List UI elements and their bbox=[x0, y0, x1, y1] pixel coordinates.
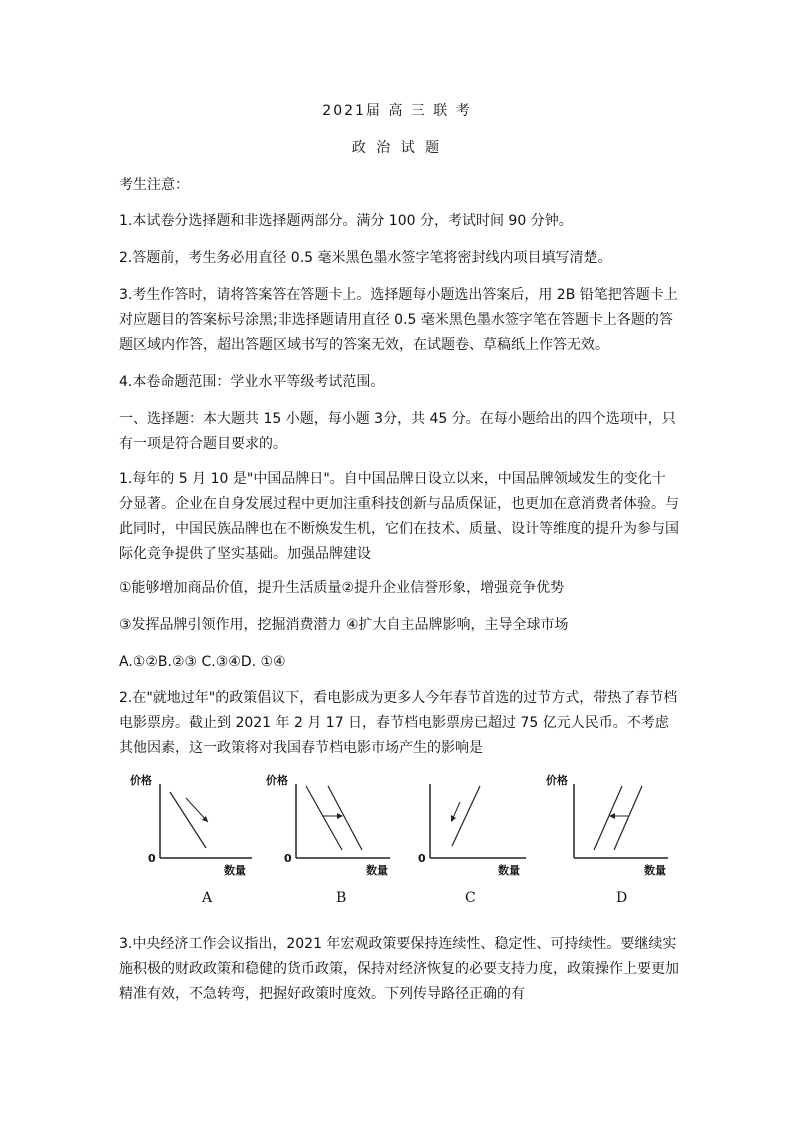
graph-x-label: 数量 bbox=[366, 864, 388, 877]
graph-origin: 0 bbox=[418, 852, 426, 865]
graph-a bbox=[124, 770, 264, 910]
graph-y-label: 价格 bbox=[546, 774, 568, 787]
question-3-stem: 3.中央经济工作会议指出，2021 年宏观政策要保持连续性、稳定性、可持续性。要继续实施积极的财政政策和稳健的货币政策，保持对经济恢复的必要支持力度，政策操作上要更加精准有效，不急转弯，把握好政策时度效。下列传导路径正确的有 bbox=[119, 936, 679, 1002]
notice-heading: 考生注意： bbox=[119, 177, 189, 193]
question-1-stem: 1.每年的 5 月 10 是"中国品牌日"。自中国品牌日设立以来，中国品牌领域发生的变化十分显著。企业在自身发展过程中更加注重科技创新与品质保证，也更加在意消费者体验。与此同时，中国民族品牌也在不断焕发生机，它们在技术、质量、设计等维度的提升为参与国际化竞争提供了坚实基础。加强品牌建设 bbox=[119, 471, 679, 562]
graph-y-label: 价格 bbox=[266, 774, 288, 787]
graph-origin: 0 bbox=[284, 852, 292, 865]
graph-c bbox=[396, 770, 536, 910]
graph-letter: C bbox=[465, 890, 476, 906]
question-1-options-line: ①能够增加商品价值，提升生活质量②提升企业信誉形象，增强竞争优势 bbox=[119, 580, 565, 596]
arrow-head bbox=[337, 813, 343, 819]
graph-x-label: 数量 bbox=[224, 864, 246, 877]
graph-origin: 0 bbox=[148, 852, 156, 865]
graph-x-label: 数量 bbox=[498, 864, 520, 877]
graph-d bbox=[534, 770, 674, 910]
question-2-stem: 2.在"就地过年"的政策倡议下，看电影成为更多人今年春节首选的过节方式，带热了春节档电影票房。截止到 2021 年 2 月 17 日，春节档电影票房已超过 75 亿元人民币。不考虑其他因素，这一政策将对我国春节档电影市场产生的影响是 bbox=[119, 690, 678, 756]
demand-curve-1 bbox=[306, 786, 342, 850]
notice-item: 4.本卷命题范围：学业水平等级考试范围。 bbox=[119, 374, 385, 390]
demand-curve-2 bbox=[328, 786, 362, 850]
graph-y-label: 价格 bbox=[130, 774, 152, 787]
graph-x-label: 数量 bbox=[644, 864, 666, 877]
exam-subject: 政 治 试 题 bbox=[351, 140, 443, 156]
graph-letter: A bbox=[202, 890, 213, 906]
section-heading: 一、选择题：本大题共 15 小题，每小题 3分，共 45 分。在每小题给出的四个选项中，只有一项是符合题目要求的。 bbox=[119, 411, 676, 452]
notice-item: 2.答题前，考生务必用直径 0.5 毫米黑色墨水签字笔将密封线内项目填写清楚。 bbox=[119, 250, 612, 266]
exam-title: 2021届 高 三 联 考 bbox=[322, 103, 472, 119]
notice-item: 3.考生作答时，请将答案答在答题卡上。选择题每小题选出答案后，用 2B 铅笔把答题卡上对应题目的答案标号涂黑;非选择题请用直径 0.5 毫米黑色墨水签字笔在答题卡上各题的答题区域内作答，超出答题区域书写的答案无效，在试题卷、草稿纸上作答无效。 bbox=[119, 287, 678, 353]
notice-item: 1.本试卷分选择题和非选择题两部分。满分 100 分，考试时间 90 分钟。 bbox=[119, 213, 573, 229]
graph-letter: B bbox=[336, 890, 347, 906]
graph-letter: D bbox=[616, 890, 628, 906]
question-2-graphs bbox=[124, 770, 684, 910]
question-1-options-line: ③发挥品牌引领作用，挖掘消费潜力 ④扩大自主品牌影响，主导全球市场 bbox=[119, 617, 569, 633]
question-1-choices: A.①②B.②③ C.③④D. ①④ bbox=[119, 654, 286, 670]
supply-curve bbox=[452, 786, 480, 846]
graph-b bbox=[262, 770, 402, 910]
